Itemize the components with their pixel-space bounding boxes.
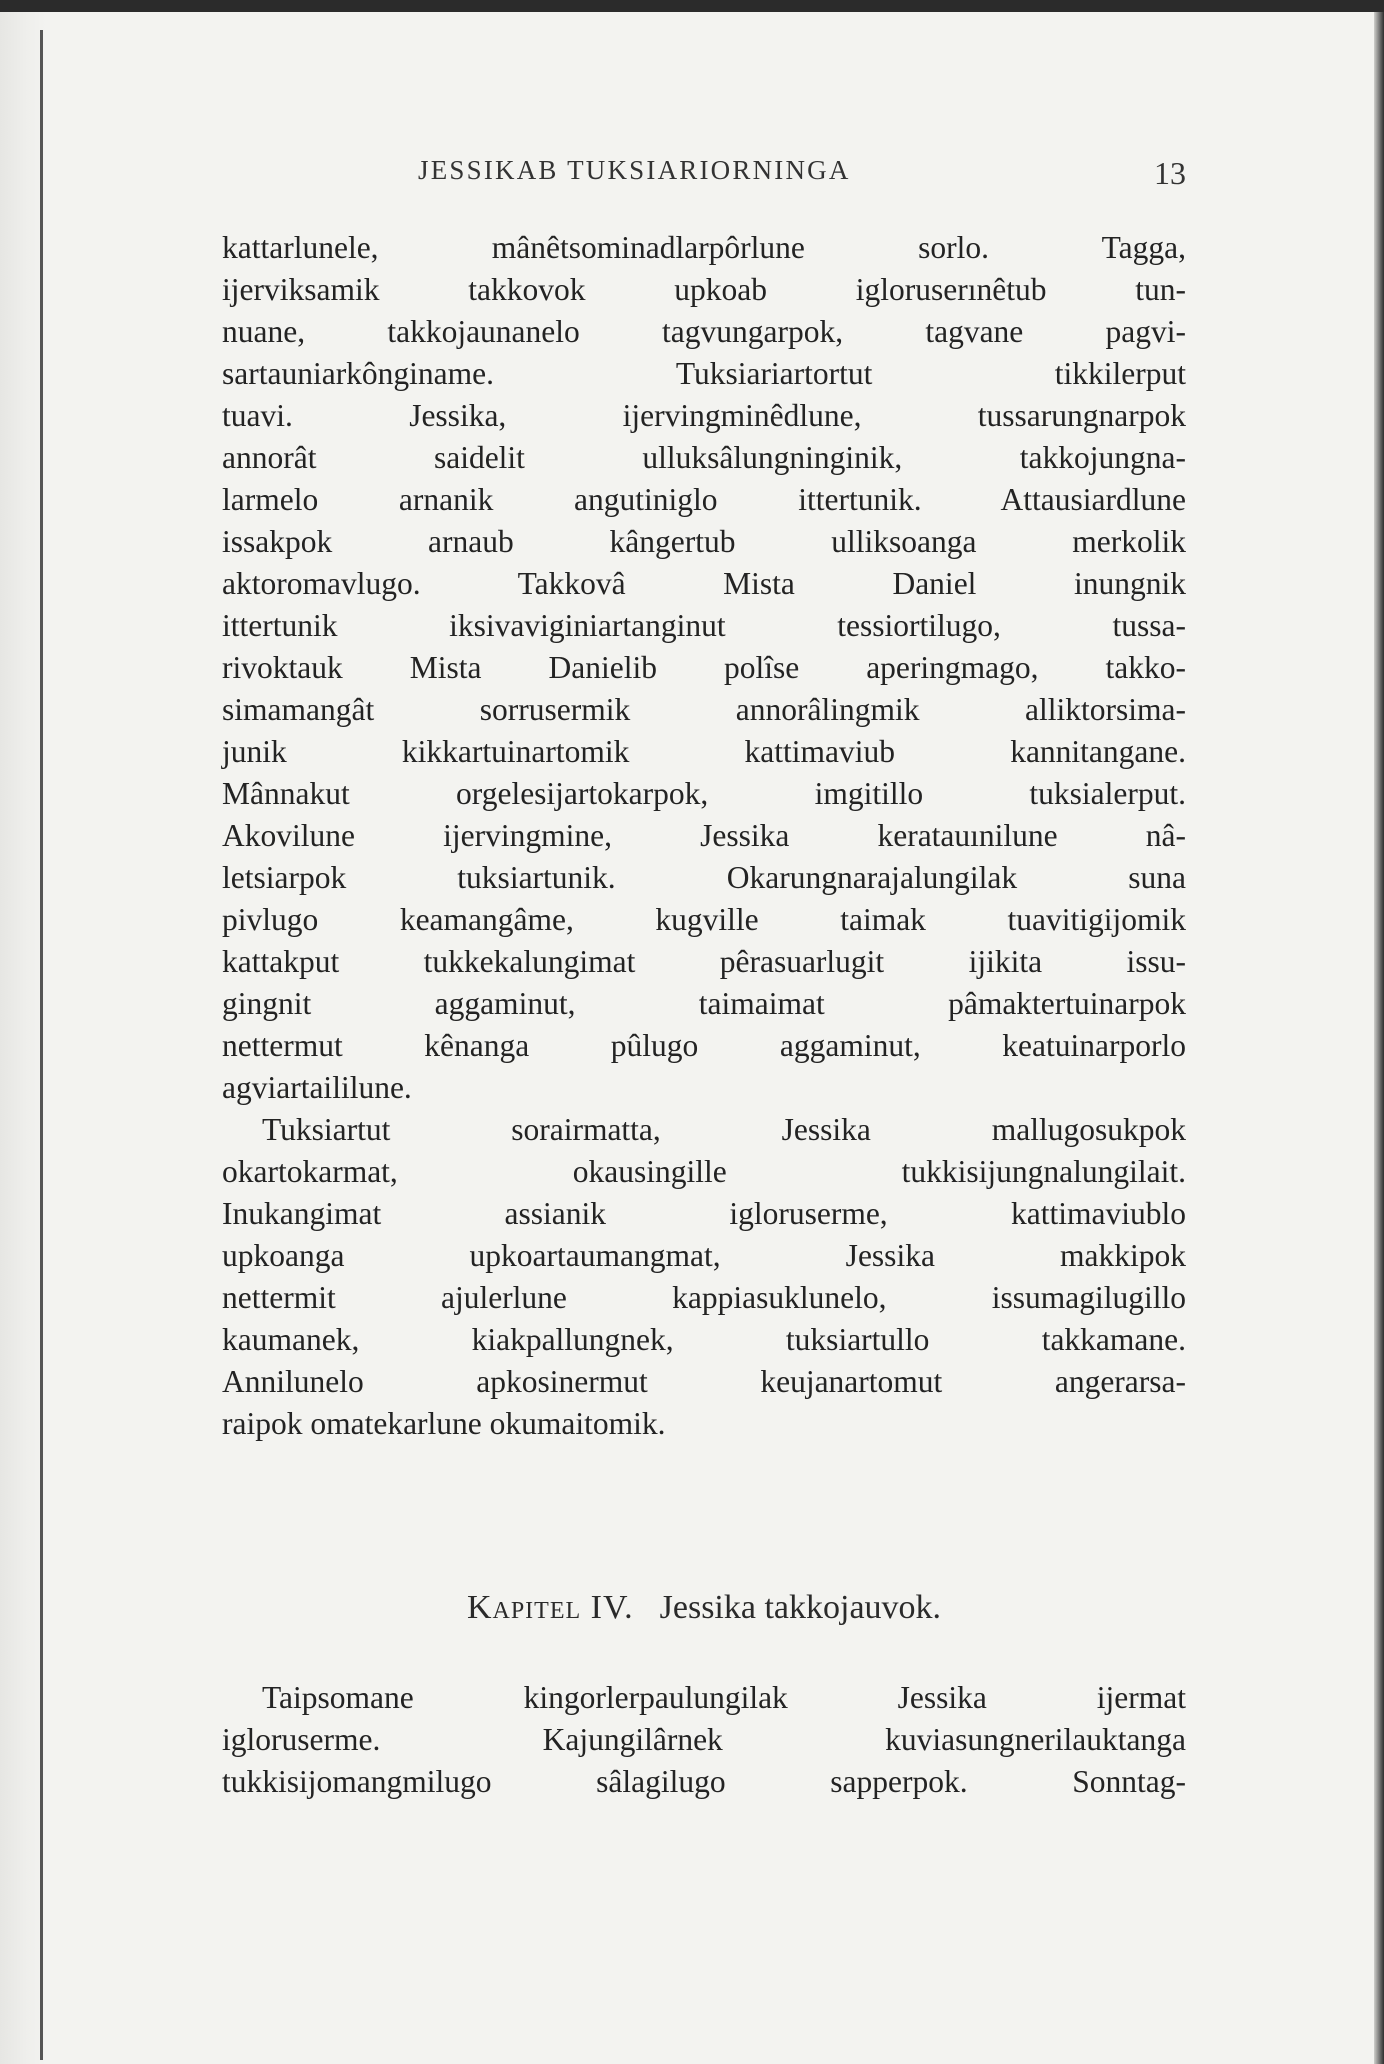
text-line: agviartaililune. <box>222 1070 412 1105</box>
text-line: larmelo arnanik angutiniglo ittertunik. Attausiardlune <box>222 482 1186 517</box>
text-line: Inukangimat assianik igloruserme, kattimaviublo <box>222 1196 1186 1231</box>
text-line: Akovilune ijervingmine, Jessika keratauınilune nâ- <box>222 818 1186 853</box>
scan-top-border <box>0 0 1384 12</box>
text-line: igloruserme. Kajungilârnek kuviasungnerilauktanga <box>222 1722 1186 1757</box>
page-right-edge <box>1374 12 1384 2064</box>
text-line: annorât saidelit ulluksâlungninginik, takkojungna- <box>222 440 1186 475</box>
text-line: upkoanga upkoartaumangmat, Jessika makkipok <box>222 1238 1186 1273</box>
chapter-label: Kapitel IV. <box>466 1589 634 1626</box>
text-line: Tuksiartut sorairmatta, Jessika mallugosukpok <box>262 1112 1186 1147</box>
text-line: letsiarpok tuksiartunik. Okarungnarajalungilak suna <box>222 860 1186 895</box>
text-line: nettermit ajulerlune kappiasuklunelo, issumagilugillo <box>222 1280 1186 1315</box>
text-block <box>222 155 1186 1955</box>
text-line: kattarlunele, mânêtsominadlarpôrlune sorlo. Tagga, <box>222 230 1186 265</box>
running-title: JESSIKAB TUKSIARIORNINGA <box>418 155 851 185</box>
text-line: sartauniarkônginame. Tuksiariartortut tikkilerput <box>222 356 1186 391</box>
text-line: pivlugo keamangâme, kugville taimak tuavitigijomik <box>222 902 1186 937</box>
chapter-heading <box>222 1589 1186 1627</box>
running-head <box>222 155 1186 195</box>
page-number: 13 <box>1154 155 1186 191</box>
text-line: kattakput tukkekalungimat pêrasuarlugit ijikita issu- <box>222 944 1186 979</box>
text-line: tukkisijomangmilugo sâlagilugo sapperpok. Sonntag- <box>222 1764 1186 1799</box>
text-line: kaumanek, kiakpallungnek, tuksiartullo takkamane. <box>222 1322 1186 1357</box>
text-line: nuane, takkojaunanelo tagvungarpok, tagvane pagvi- <box>222 314 1186 349</box>
text-line: Taipsomane kingorlerpaulungilak Jessika ijermat <box>262 1680 1186 1715</box>
text-line: ittertunik iksivaviginiartanginut tessiortilugo, tussa- <box>222 608 1186 643</box>
text-line: simamangât sorrusermik annorâlingmik alliktorsima- <box>222 692 1186 727</box>
text-line: rivoktauk Mista Danielib polîse aperingmago, takko- <box>222 650 1186 685</box>
text-line: issakpok arnaub kângertub ulliksoanga merkolik <box>222 524 1186 559</box>
text-line: Annilunelo apkosinermut keujanartomut angerarsa- <box>222 1364 1186 1399</box>
chapter-title: Jessika takkojauvok. <box>659 1589 942 1626</box>
text-line: ijerviksamik takkovok upkoab igloruserınêtub tun- <box>222 272 1186 307</box>
text-line: okartokarmat, okausingille tukkisijungnalungilait. <box>222 1154 1186 1189</box>
text-line: nettermut kênanga pûlugo aggaminut, keatuinarporlo <box>222 1028 1186 1063</box>
text-line: aktoromavlugo. Takkovâ Mista Daniel inungnik <box>222 566 1186 601</box>
text-line: tuavi. Jessika, ijervingminêdlune, tussarungnarpok <box>222 398 1186 433</box>
text-line: Mânnakut orgelesijartokarpok, imgitillo tuksialerput. <box>222 776 1186 811</box>
text-line: gingnit aggaminut, taimaimat pâmaktertuinarpok <box>222 986 1186 1021</box>
text-line: raipok omatekarlune okumaitomik. <box>222 1406 666 1441</box>
text-line: junik kikkartuinartomik kattimaviub kannitangane. <box>222 734 1186 769</box>
spine-line <box>40 30 43 2060</box>
